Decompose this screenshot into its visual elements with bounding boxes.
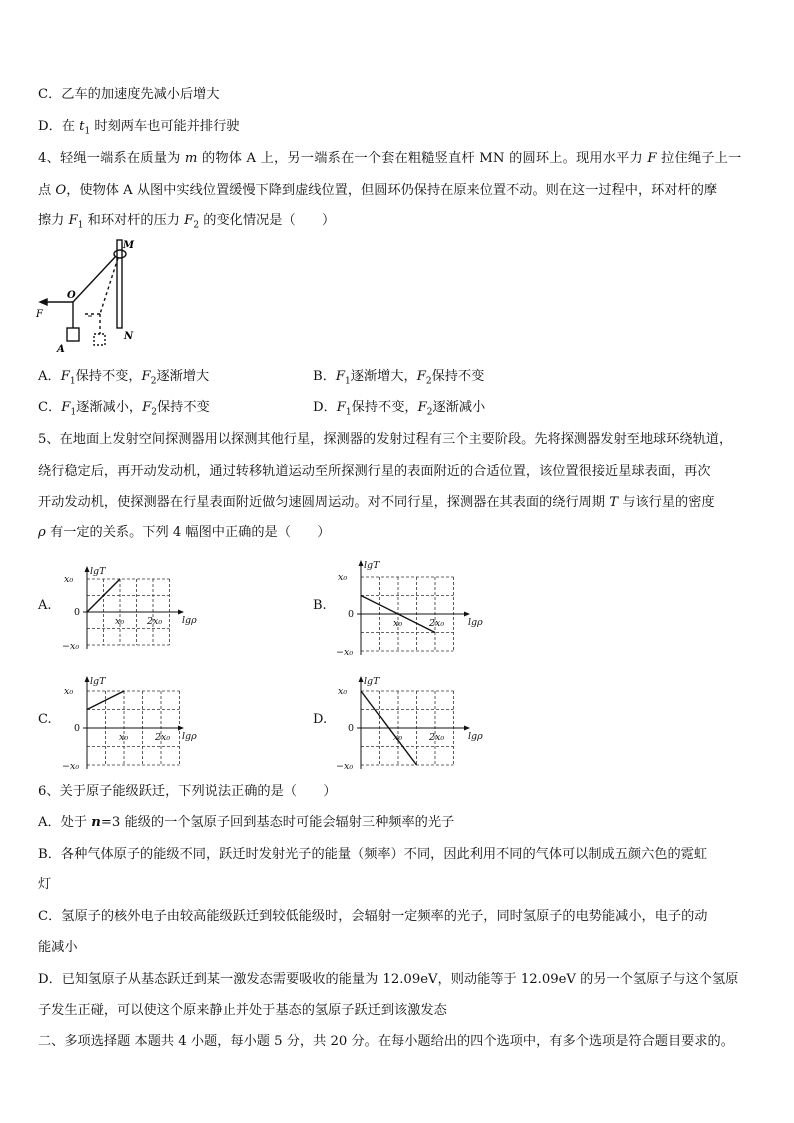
tick-label-x0-top: x₀ xyxy=(64,574,74,585)
t: n xyxy=(91,815,101,830)
t: B． xyxy=(313,369,336,384)
t: A． xyxy=(38,369,61,384)
t: F xyxy=(647,151,657,166)
y-axis-arrow xyxy=(359,560,364,566)
tick-label-x0: x₀ xyxy=(115,616,125,627)
q4-option-c[interactable] xyxy=(38,396,210,418)
t: D． xyxy=(313,400,337,415)
t: 1 xyxy=(77,220,84,231)
t: F xyxy=(184,213,194,228)
q3-d-post: 时刻两车也可能并排行驶 xyxy=(90,119,240,134)
t: m xyxy=(184,151,198,166)
y-axis-arrow xyxy=(359,676,364,682)
q3-option-c: C．乙车的加速度先减小后增大 xyxy=(38,87,220,102)
q6-option-c-line1[interactable]: C．氢原子的核外电子由较高能级跃迁到较低能级时，会辐射一定频率的光子，同时氢原子的电势能减小，电子的动 xyxy=(38,909,708,924)
x-axis-label: lgρ xyxy=(182,615,197,626)
tick-label-x0: x₀ xyxy=(393,732,403,743)
q4-fig-o: O xyxy=(67,290,76,301)
q3-d-var: t xyxy=(79,119,85,134)
t: 与该行星的密度 xyxy=(618,495,715,510)
t: C． xyxy=(38,400,62,415)
graph-b xyxy=(336,554,488,664)
data-line-a xyxy=(87,579,120,612)
t: 逐渐减小， xyxy=(76,400,143,415)
t: O xyxy=(55,183,67,198)
t: 1 xyxy=(345,376,351,387)
y-axis-label: lgT xyxy=(364,676,380,687)
y-axis-arrow xyxy=(85,676,90,682)
t: 1 xyxy=(345,407,352,418)
t: F xyxy=(416,369,426,384)
q4-option-d[interactable] xyxy=(313,396,485,418)
q4-fig-n: N xyxy=(124,331,134,342)
t: F xyxy=(336,400,346,415)
tick-label-x0: x₀ xyxy=(119,732,129,743)
q5-label-a[interactable]: A. xyxy=(38,598,52,613)
tick-label-neg-x0: −x₀ xyxy=(336,761,354,772)
q5-stem-line1: 5、在地面上发射空间探测器用以探测其他行星，探测器的发射过程有三个主要阶段。先将探测器发射至地球环绕轨道， xyxy=(38,432,733,447)
t: 2 xyxy=(193,220,200,231)
x-axis-arrow xyxy=(178,726,184,731)
q5-label-b[interactable]: B. xyxy=(313,598,327,613)
tick-label-neg-x0: −x₀ xyxy=(62,761,80,772)
q5-stem-line2: 绕行稳定后，再开动发动机，通过转移轨道运动至所探测行星的表面附近的合适位置，该位置很接近星球表面，再次 xyxy=(38,464,711,479)
q3-option-d xyxy=(38,115,239,137)
q4-figure xyxy=(34,234,144,356)
tick-label-neg-x0: −x₀ xyxy=(336,647,354,658)
tick-label-zero: 0 xyxy=(348,723,355,734)
t: 2 xyxy=(425,376,432,387)
y-axis-label: lgT xyxy=(90,566,106,577)
t: 有一定的关系。下列 4 幅图中正确的是（ ） xyxy=(45,525,331,540)
graph-a xyxy=(62,560,202,660)
t: 1 xyxy=(70,407,77,418)
x-axis-arrow xyxy=(178,610,184,615)
q5-stem-line3 xyxy=(38,491,715,510)
y-axis-arrow xyxy=(85,566,90,572)
t: T xyxy=(609,495,619,510)
graph-d xyxy=(336,672,488,772)
q4-stem-line3 xyxy=(38,209,335,231)
q6-option-b-line2: 灯 xyxy=(38,877,52,892)
t: =3 能级的一个氢原子回到基态时可能会辐射三种频率的光子 xyxy=(100,815,455,830)
tick-label-x0-top: x₀ xyxy=(338,572,348,583)
t: 开动发动机，使探测器在行星表面附近做匀速圆周运动。对不同行星，探测器在其表面的绕行周期 xyxy=(38,495,610,510)
tick-label-x0-top: x₀ xyxy=(64,686,74,697)
q3-d-sub: 1 xyxy=(84,126,91,137)
t: 1 xyxy=(69,376,76,387)
q4-option-a[interactable] xyxy=(38,365,209,387)
t: 保持不变， xyxy=(75,369,142,384)
t: F xyxy=(335,369,346,384)
tick-label-x0: x₀ xyxy=(393,618,403,629)
x-axis-label: lgρ xyxy=(468,731,483,742)
q6-option-d-line2: 子发生正碰，可以使这个原来静止并处于基态的氢原子跃迁到该激发态 xyxy=(38,1003,447,1018)
t: 保持不变 xyxy=(431,369,485,384)
q4-fig-m: M xyxy=(123,240,135,251)
tick-label-2x0: 2x₀ xyxy=(429,732,445,743)
q5-stem-line4 xyxy=(38,521,330,540)
q6-option-b-line1[interactable]: B．各种气体原子的能级不同，跃迁时发射光子的能量（频率）不同，因此利用不同的气体可以制成五颜六色的霓虹 xyxy=(38,847,708,862)
t: 的物体 A 上，另一端系在一个套在粗糙竖直杆 MN 的圆环上。现用水平力 xyxy=(197,151,648,166)
graph-c xyxy=(62,672,202,772)
tick-label-2x0: 2x₀ xyxy=(155,732,171,743)
tick-label-zero: 0 xyxy=(74,723,81,734)
t: ，使物体 A 从图中实线位置缓慢下降到虚线位置，但圆环仍保持在原来位置不动。则在这一过程中，环对杆的摩 xyxy=(66,183,718,198)
x-axis-label: lgρ xyxy=(182,731,197,742)
tick-label-zero: 0 xyxy=(74,607,81,618)
q5-label-c[interactable]: C. xyxy=(38,712,52,727)
y-axis-label: lgT xyxy=(364,560,380,571)
t: 擦力 xyxy=(38,213,69,228)
t: 2 xyxy=(151,407,157,418)
t: F xyxy=(61,400,71,415)
q6-option-a[interactable] xyxy=(38,811,454,830)
t: 逐渐增大， xyxy=(350,369,417,384)
tick-label-x0-top: x₀ xyxy=(338,686,348,697)
t: 2 xyxy=(150,376,157,387)
q6-option-d-line1[interactable]: D．已知氢原子从基态跃迁到某一激发态需要吸收的能量为 12.09eV，则动能等于 12.09eV 的另一个氢原子与这个氢原 xyxy=(38,972,739,987)
t: 逐渐增大 xyxy=(156,369,210,384)
tick-label-zero: 0 xyxy=(348,609,355,620)
t: 2 xyxy=(426,407,433,418)
q4-stem-line2 xyxy=(38,179,717,198)
t: A．处于 xyxy=(38,815,92,830)
t: F xyxy=(141,369,151,384)
t: 和环对杆的压力 xyxy=(83,213,185,228)
section-2-heading: 二、多项选择题 本题共 4 小题，每小题 5 分，共 20 分。在每小题给出的四个选项中，有多个选项是符合题目要求的。 xyxy=(38,1034,734,1049)
t: ρ xyxy=(38,525,46,540)
t: 4、轻绳一端系在质量为 xyxy=(38,151,185,166)
q4-fig-f: F xyxy=(36,309,43,320)
y-axis-label: lgT xyxy=(90,676,106,687)
t: F xyxy=(417,400,427,415)
t: 保持不变 xyxy=(157,400,210,415)
tick-label-2x0: 2x₀ xyxy=(147,616,163,627)
q6-stem: 6、关于原子能级跃迁，下列说法正确的是（ ） xyxy=(38,784,337,799)
t: 的变化情况是（ ） xyxy=(199,213,336,228)
q5-label-d[interactable]: D. xyxy=(313,712,328,727)
q4-fig-a: A xyxy=(57,344,65,355)
x-axis-label: lgρ xyxy=(468,617,483,628)
t: F xyxy=(142,400,152,415)
tick-label-2x0: 2x₀ xyxy=(429,618,445,629)
t: 逐渐减小 xyxy=(432,400,486,415)
t: 保持不变， xyxy=(351,400,418,415)
tick-label-neg-x0: −x₀ xyxy=(62,641,80,652)
q4-stem-line1 xyxy=(38,147,741,166)
x-axis-arrow xyxy=(464,612,470,617)
q6-option-c-line2: 能减小 xyxy=(38,940,78,955)
x-axis-arrow xyxy=(464,726,470,731)
q3-d-pre: D．在 xyxy=(38,119,80,134)
q4-option-b[interactable] xyxy=(313,365,484,387)
t: 拉住绳子上一 xyxy=(656,151,742,166)
t: F xyxy=(60,369,70,384)
t: 点 xyxy=(38,183,56,198)
t: F xyxy=(68,213,78,228)
